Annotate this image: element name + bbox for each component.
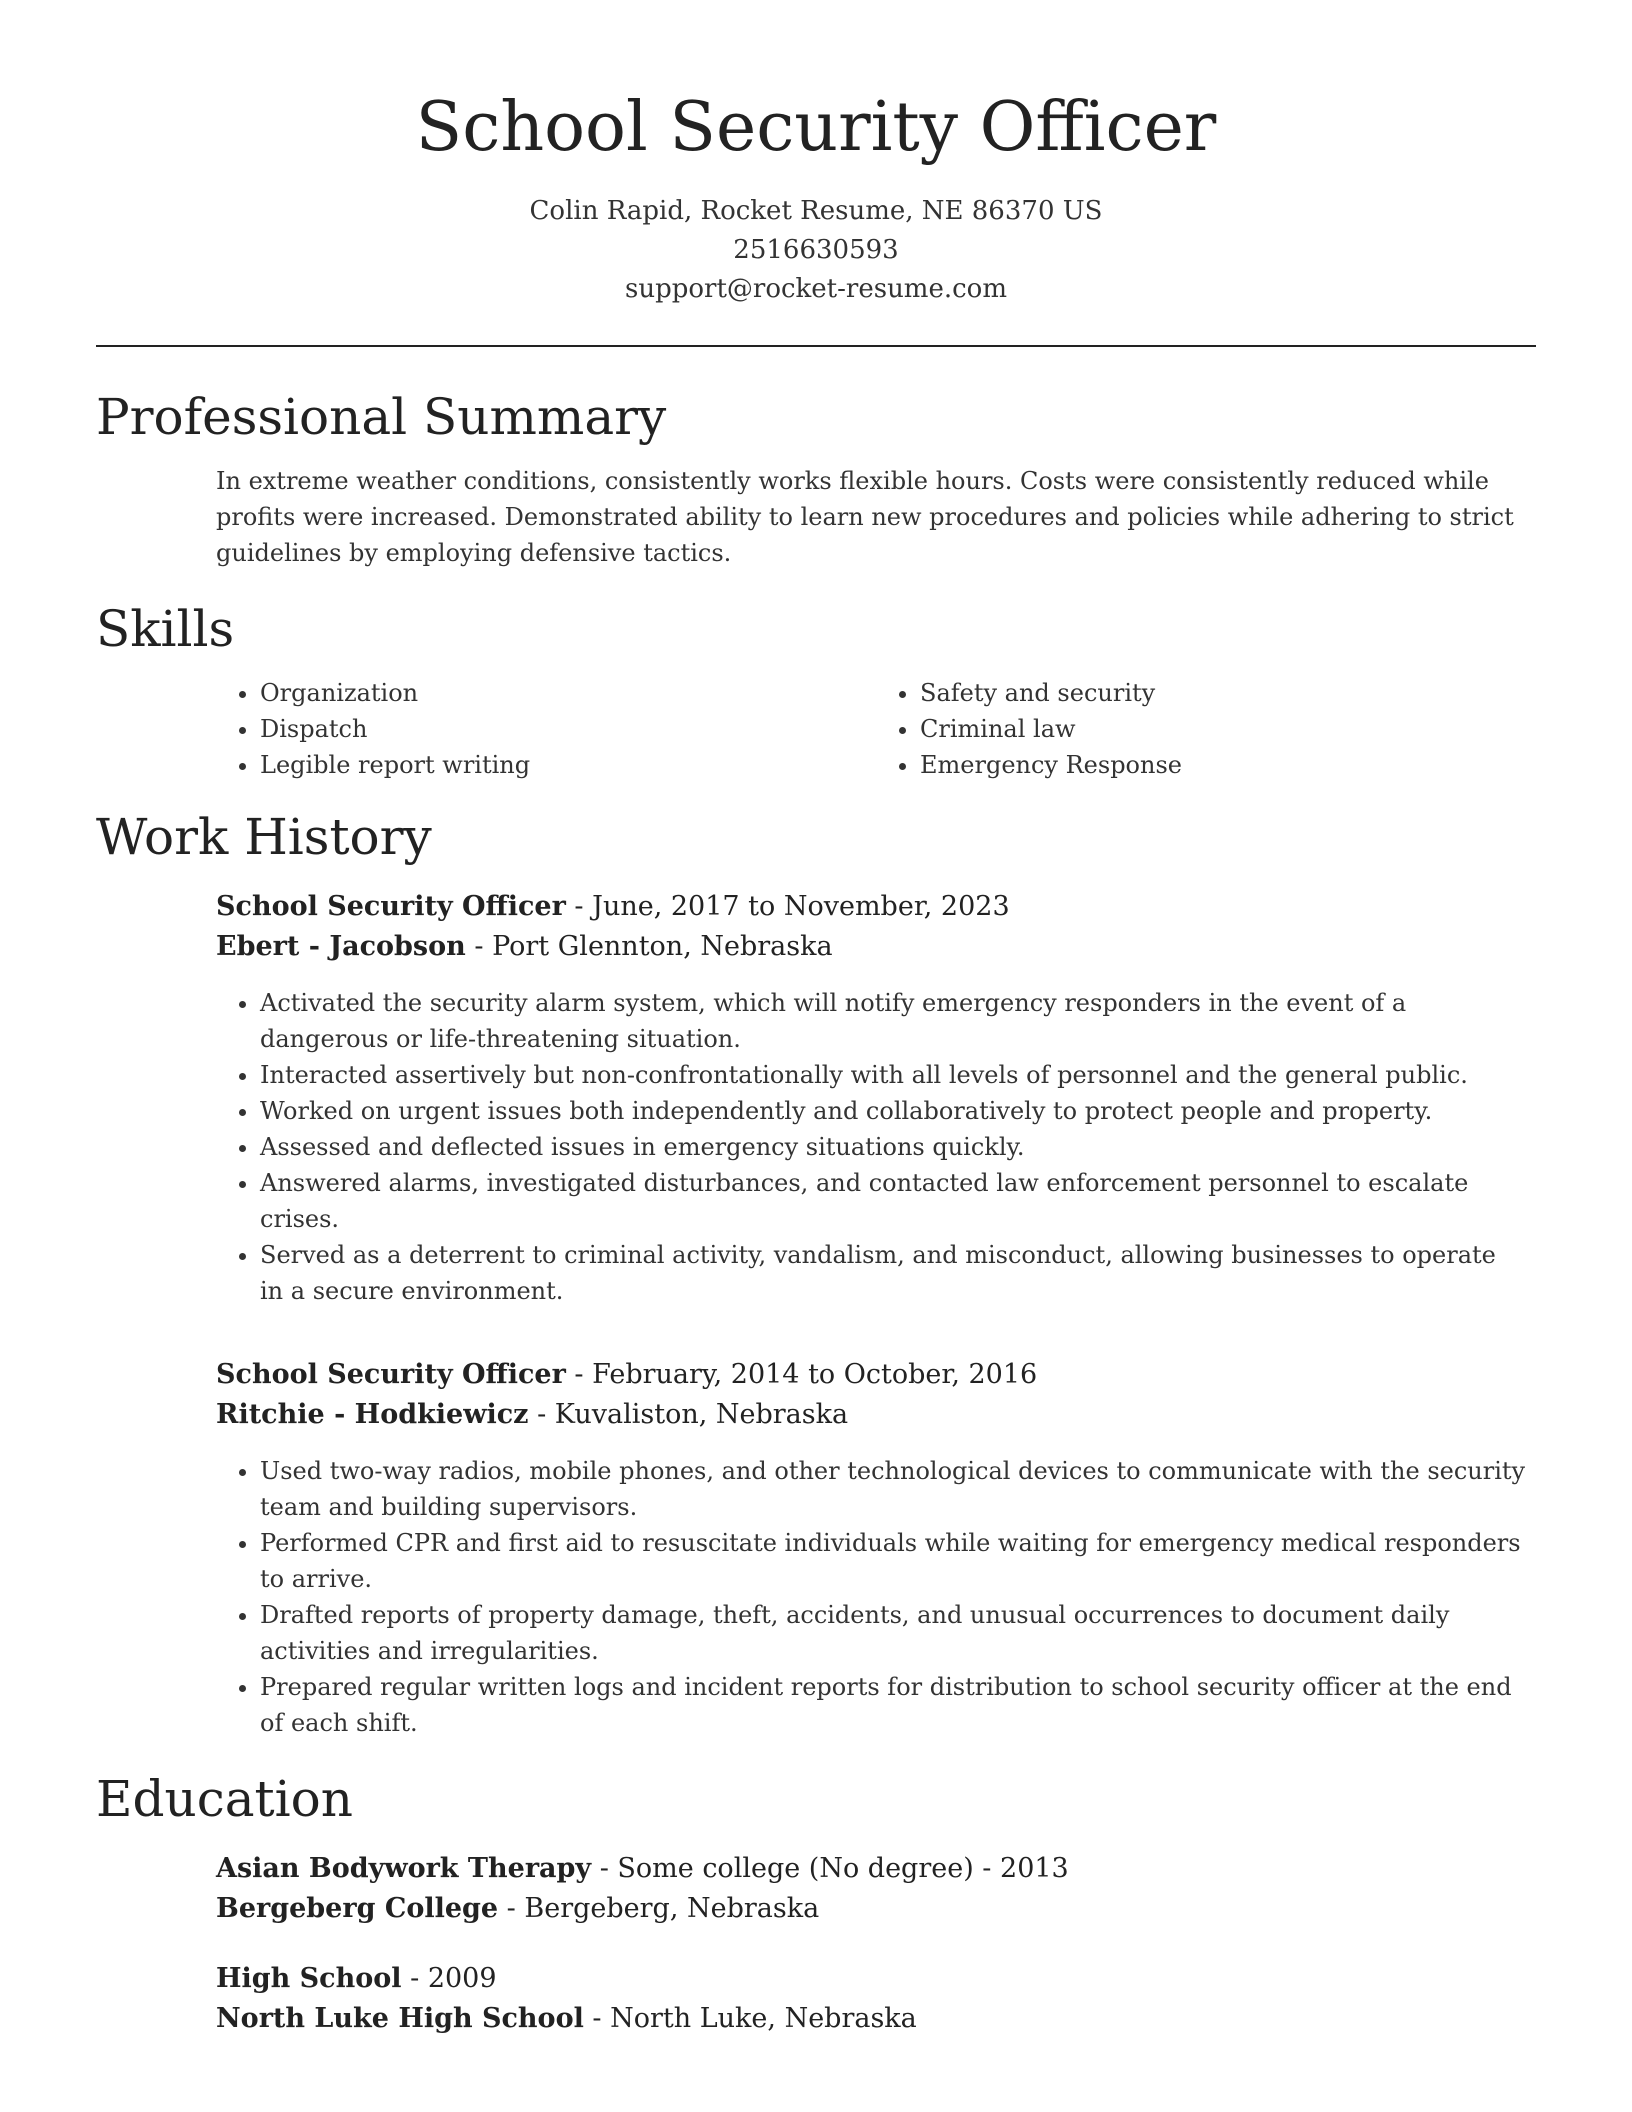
education-school-line: [216, 1889, 1536, 1929]
duty-item: • Worked on urgent issues both independently and collaboratively to protect people and property.: [260, 1093, 1536, 1129]
education-degree-line: [216, 1959, 1536, 1999]
duty-item: • Performed CPR and first aid to resuscitate individuals while waiting for emergency medical responders to arrive.: [260, 1525, 1536, 1597]
section-title-work-history: Work History: [96, 808, 432, 866]
skills-list-left: [216, 675, 876, 783]
education-school: North Luke High School: [216, 2003, 584, 2034]
job-role: School Security Officer: [216, 1359, 566, 1390]
education-location: - North Luke, Nebraska: [583, 2003, 917, 2034]
job-role: School Security Officer: [216, 891, 566, 922]
education-degree: High School: [216, 1963, 402, 1994]
education-detail: - 2009: [401, 1963, 497, 1994]
duty-item: • Used two-way radios, mobile phones, and other technological devices to communicate with the security team and building supervisors.: [260, 1453, 1536, 1525]
professional-summary-section: [96, 385, 1536, 571]
duty-item: • Activated the security alarm system, which will notify emergency responders in the event of a dangerous or life-threatening situation.: [260, 985, 1536, 1057]
duty-item: • Assessed and deflected issues in emergency situations quickly.: [260, 1129, 1536, 1165]
section-title-skills: Skills: [96, 600, 235, 658]
job-employer-line: [216, 1395, 1536, 1435]
education-entry: [216, 1849, 1536, 1929]
education-school-line: [216, 1999, 1536, 2039]
job-duties-list: [216, 985, 1536, 1309]
resume-header: [96, 0, 1536, 309]
skill-item: • Criminal law: [920, 711, 1536, 747]
job-location: - Port Glennton, Nebraska: [465, 931, 833, 962]
section-title-summary: Professional Summary: [96, 388, 667, 446]
skills-section: [96, 597, 1536, 783]
contact-info: [96, 192, 1536, 309]
contact-address: Colin Rapid, Rocket Resume, NE 86370 US: [529, 196, 1103, 226]
education-degree: Asian Bodywork Therapy: [216, 1853, 592, 1884]
job-entry: [216, 1355, 1536, 1741]
education-detail: - Some college (No degree) - 2013: [591, 1853, 1069, 1884]
work-history-section: [96, 805, 1536, 1741]
job-employer: Ebert - Jacobson: [216, 931, 466, 962]
education-school: Bergeberg College: [216, 1893, 499, 1924]
section-title-education: Education: [96, 1770, 353, 1828]
duty-item: • Interacted assertively but non-confrontationally with all levels of personnel and the general public.: [260, 1057, 1536, 1093]
duty-item: • Served as a deterrent to criminal activity, vandalism, and misconduct, allowing businesses to operate in a secure environment.: [260, 1237, 1536, 1309]
contact-email: support@rocket-resume.com: [624, 274, 1007, 304]
skills-list-right: [876, 675, 1536, 783]
duty-item: • Answered alarms, investigated disturbances, and contacted law enforcement personnel to escalate crises.: [260, 1165, 1536, 1237]
education-entry: [216, 1959, 1536, 2039]
duty-item: • Prepared regular written logs and incident reports for distribution to school security officer at the end of each shift.: [260, 1669, 1536, 1741]
skill-item: • Legible report writing: [260, 747, 876, 783]
job-entry: [216, 887, 1536, 1309]
job-dates: - June, 2017 to November, 2023: [565, 891, 1010, 922]
education-degree-line: [216, 1849, 1536, 1889]
job-title-line: [216, 887, 1536, 927]
header-divider: [96, 345, 1536, 347]
job-employer-line: [216, 927, 1536, 967]
page-title: School Security Officer: [415, 88, 1217, 167]
job-dates: - February, 2014 to October, 2016: [565, 1359, 1038, 1390]
job-employer: Ritchie - Hodkiewicz: [216, 1399, 529, 1430]
job-location: - Kuvaliston, Nebraska: [528, 1399, 849, 1430]
skill-item: • Organization: [260, 675, 876, 711]
job-duties-list: [216, 1453, 1536, 1741]
contact-phone: 2516630593: [733, 235, 899, 265]
skill-item: • Emergency Response: [920, 747, 1536, 783]
education-location: - Bergeberg, Nebraska: [498, 1893, 820, 1924]
education-section: [96, 1767, 1536, 2039]
duty-item: • Drafted reports of property damage, theft, accidents, and unusual occurrences to document daily activities and irregularities.: [260, 1597, 1536, 1669]
skill-item: • Safety and security: [920, 675, 1536, 711]
resume-page: [96, 0, 1536, 2039]
skill-item: • Dispatch: [260, 711, 876, 747]
job-title-line: [216, 1355, 1536, 1395]
summary-text: In extreme weather conditions, consistently works flexible hours. Costs were consistently reduced while profits were increased. Demonstrated ability to learn new procedures and policies while adhering to strict guidelines by employing defensive tactics.: [216, 467, 1514, 567]
skills-grid: [216, 675, 1536, 783]
